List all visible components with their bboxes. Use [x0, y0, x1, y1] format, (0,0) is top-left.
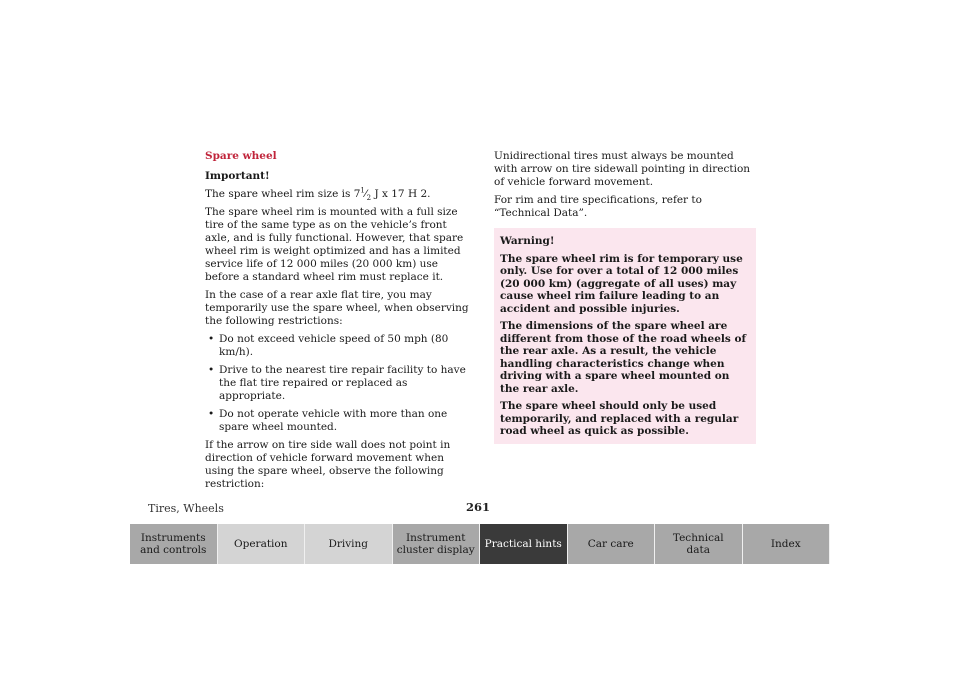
- paragraph-service-life: The spare wheel rim is mounted with a full size tire of the same type as on the vehicle’s front axle, and is fully functional. However, that spare wheel rim is weight optimized and has a limited service life of 12 000 miles (20 000 km) use before a standard wheel rim must replace it.: [205, 206, 464, 283]
- tab-driving[interactable]: Driving: [305, 524, 393, 564]
- warning-box: [494, 228, 756, 444]
- paragraph-restrictions: In the case of a rear axle flat tire, you may temporarily use the spare wheel, when observing the following restrictions:: [205, 289, 469, 327]
- tab-instrument-cluster-display[interactable]: Instrument cluster display: [393, 524, 481, 564]
- list-item: • Drive to the nearest tire repair facility to have the flat tire repaired or replaced as appropriate.: [205, 364, 475, 403]
- restriction-list: [205, 333, 475, 434]
- important-label: Important!: [205, 170, 270, 182]
- section-title: Spare wheel: [205, 150, 277, 162]
- tab-index[interactable]: Index: [743, 524, 831, 564]
- right-column: [494, 150, 756, 444]
- chapter-tabs: [130, 524, 830, 564]
- tab-technical-data[interactable]: Technical data: [655, 524, 743, 564]
- rim-size-text: The spare wheel rim size is $7^1⁄_2$ J x 17 H 2.: [205, 186, 431, 203]
- paragraph-arrow: If the arrow on tire side wall does not point in direction of vehicle forward movement when using the spare wheel, observe the following restriction:: [205, 439, 451, 490]
- warning-text: The spare wheel should only be used temporarily, and replaced with a regular road wheel as quick as possible.: [500, 400, 739, 437]
- left-column: [205, 150, 475, 496]
- warning-title: Warning!: [500, 235, 555, 247]
- tab-car-care[interactable]: Car care: [568, 524, 656, 564]
- paragraph-specifications: For rim and tire specifications, refer to “Technical Data”.: [494, 194, 702, 219]
- section-name: Tires, Wheels: [148, 502, 224, 515]
- page-number: 261: [466, 500, 491, 514]
- warning-text: The spare wheel rim is for temporary use only. Use for over a total of 12 000 miles (20 000 km) (aggregate of all uses) may cause wheel rim failure leading to an accident and possible injuries.: [500, 252, 743, 315]
- tab-instruments-and-controls[interactable]: Instruments and controls: [130, 524, 218, 564]
- warning-text: The dimensions of the spare wheel are different from those of the road wheels of the rear axle. As a result, the vehicle handling characteristics change when driving with a spare wheel mounted on the rear axle.: [500, 320, 746, 395]
- list-item: • Do not exceed vehicle speed of 50 mph (80 km/h).: [205, 333, 475, 359]
- list-item: • Do not operate vehicle with more than one spare wheel mounted.: [205, 408, 475, 434]
- tab-operation[interactable]: Operation: [218, 524, 306, 564]
- paragraph-unidirectional: Unidirectional tires must always be mounted with arrow on tire sidewall pointing in direction of vehicle forward movement.: [494, 150, 751, 188]
- tab-practical-hints[interactable]: Practical hints: [480, 524, 568, 564]
